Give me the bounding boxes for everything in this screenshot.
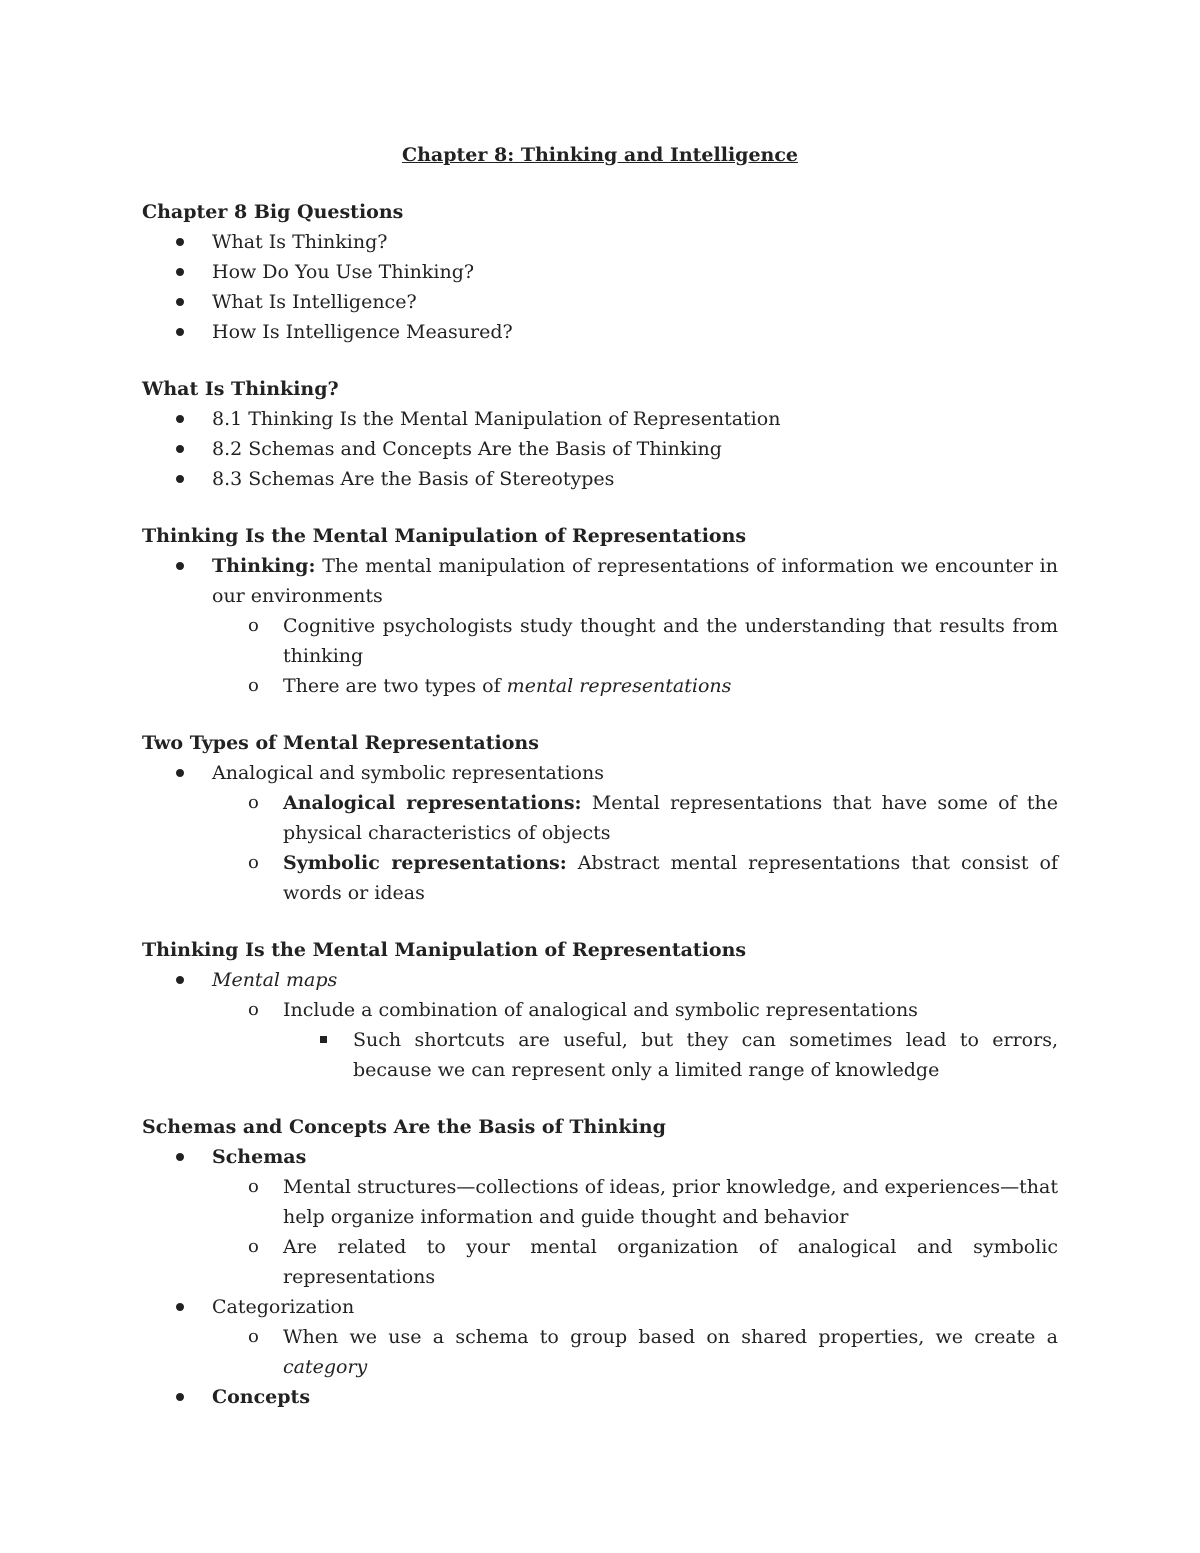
- list-item: 8.1 Thinking Is the Mental Manipulation of Representation: [142, 404, 1058, 434]
- term-analogical: Analogical representations:: [283, 792, 582, 814]
- bullet-list: [142, 965, 1058, 1085]
- list-item: What Is Thinking?: [142, 227, 1058, 257]
- section-heading: Chapter 8 Big Questions: [142, 201, 404, 223]
- definition-analogical: Mental representations that have some of the physical characteristics of objects: [283, 792, 1058, 844]
- bullet-icon: [176, 298, 184, 306]
- document-title: Chapter 8: Thinking and Intelligence: [401, 144, 799, 166]
- sub-list-item: [142, 788, 1058, 848]
- bullet-icon: [176, 238, 184, 246]
- bullet-icon: [176, 1393, 184, 1401]
- circle-bullet-icon: o: [248, 792, 259, 813]
- list-item: Schemas: [142, 1142, 1058, 1172]
- sub-list-item: [142, 848, 1058, 908]
- circle-bullet-icon: o: [248, 675, 259, 696]
- bullet-icon: [176, 445, 184, 453]
- list-item: What Is Intelligence?: [142, 287, 1058, 317]
- bullet-icon: [176, 769, 184, 777]
- section-mental-maps: [142, 936, 1058, 1085]
- circle-bullet-icon: o: [248, 852, 259, 873]
- definition-symbolic: Abstract mental representations that consist of words or ideas: [283, 852, 1058, 904]
- term-symbolic: Symbolic representations:: [283, 852, 567, 874]
- list-item: 8.3 Schemas Are the Basis of Stereotypes: [142, 464, 1058, 494]
- list-item: How Do You Use Thinking?: [142, 257, 1058, 287]
- circle-bullet-icon: o: [248, 615, 259, 636]
- bullet-list: [142, 404, 1058, 494]
- bullet-list: [142, 758, 1058, 908]
- list-item: Concepts: [142, 1382, 1058, 1412]
- list-item: Analogical and symbolic representations: [142, 758, 1058, 788]
- bullet-list: [142, 551, 1058, 701]
- emphasis-mental-representations: mental representations: [506, 675, 732, 697]
- bullet-icon: [176, 415, 184, 423]
- circle-bullet-icon: o: [248, 1326, 259, 1347]
- section-what-is-thinking: [142, 375, 1058, 494]
- sub-list-item: o There are two types of mental representations: [142, 671, 1058, 701]
- sub-list-item: o Mental structures—collections of ideas, prior knowledge, and experiences—that help organize information and guide thought and behavior: [142, 1172, 1058, 1232]
- section-two-types: [142, 729, 1058, 908]
- bullet-list: [142, 1142, 1058, 1412]
- list-item: [142, 551, 1058, 611]
- section-heading: Thinking Is the Mental Manipulation of Representations: [142, 525, 747, 547]
- list-item: Categorization: [142, 1292, 1058, 1322]
- square-bullet-icon: [320, 1036, 327, 1043]
- section-mental-manipulation: [142, 522, 1058, 701]
- sub-list-item: o Are related to your mental organization of analogical and symbolic representations: [142, 1232, 1058, 1292]
- emphasis-category: category: [283, 1356, 368, 1378]
- term-thinking: Thinking:: [212, 555, 316, 577]
- circle-bullet-icon: o: [248, 999, 259, 1020]
- circle-bullet-icon: o: [248, 1176, 259, 1197]
- list-item: 8.2 Schemas and Concepts Are the Basis of Thinking: [142, 434, 1058, 464]
- list-item: Mental maps: [142, 965, 1058, 995]
- bullet-icon: [176, 1153, 184, 1161]
- section-heading: Schemas and Concepts Are the Basis of Thinking: [142, 1116, 666, 1138]
- section-heading: Thinking Is the Mental Manipulation of Representations: [142, 939, 747, 961]
- bullet-icon: [176, 268, 184, 276]
- bullet-icon: [176, 1303, 184, 1311]
- circle-bullet-icon: o: [248, 1236, 259, 1257]
- section-big-questions: [142, 198, 1058, 347]
- bullet-icon: [176, 475, 184, 483]
- sub-list-item: o Cognitive psychologists study thought and the understanding that results from thinking: [142, 611, 1058, 671]
- section-heading: What Is Thinking?: [142, 378, 339, 400]
- bullet-icon: [176, 328, 184, 336]
- definition-thinking: The mental manipulation of representations of information we encounter in our environments: [212, 555, 1058, 607]
- section-schemas-concepts: [142, 1113, 1058, 1412]
- list-item: How Is Intelligence Measured?: [142, 317, 1058, 347]
- bullet-icon: [176, 976, 184, 984]
- section-heading: Two Types of Mental Representations: [142, 732, 539, 754]
- sub-list-item: o When we use a schema to group based on shared properties, we create a category: [142, 1322, 1058, 1382]
- sub-list-item: o Include a combination of analogical and symbolic representations: [142, 995, 1058, 1025]
- bullet-icon: [176, 562, 184, 570]
- bullet-list: [142, 227, 1058, 347]
- sub-sub-list-item: Such shortcuts are useful, but they can sometimes lead to errors, because we can represent only a limited range of knowledge: [142, 1025, 1058, 1085]
